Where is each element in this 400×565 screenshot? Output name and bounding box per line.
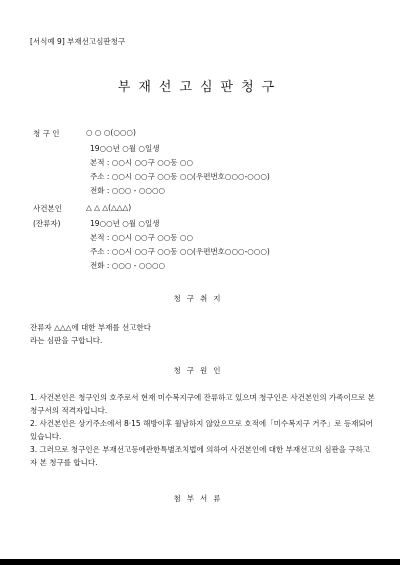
purpose-line-1: 잔류자 △△△에 대한 부재를 선고한다 bbox=[30, 323, 152, 332]
document-title: 부재선고심판청구 bbox=[117, 80, 283, 95]
purpose-line-2: 라는 심판을 구합니다. bbox=[30, 336, 103, 345]
claimant-phone: 전화 : ○○○ - ○○○○ bbox=[90, 186, 166, 195]
principal-birth: 19○○년 ○월 ○일생 bbox=[90, 219, 160, 228]
claimant-label: 청 구 인 bbox=[33, 129, 60, 138]
principal-registered: 본적 : ○○시 ○○구 ○○동 ○○ bbox=[90, 233, 194, 242]
purpose-heading: 청구취지 bbox=[173, 294, 227, 303]
claimant-address: 주소 : ○○시 ○○구 ○○동 ○○(우편번호○○○-○○○) bbox=[90, 172, 270, 181]
reason-paragraph-3: 3. 그러므로 청구인은 부재선고등에관한특별조치법에 의하여 사건본인에 대한 부재선고의 심판을 구하고자 본 청구를 합니다. bbox=[30, 445, 371, 467]
attachments-heading: 첨부서류 bbox=[173, 494, 227, 503]
principal-name: △ △ △(△△△) bbox=[86, 203, 132, 212]
principal-address: 주소 : ○○시 ○○구 ○○동 ○○(우편번호○○○-○○○) bbox=[90, 247, 270, 256]
principal-sublabel: (잔류자) bbox=[33, 219, 61, 228]
form-label: [서식예 9] 부재선고심판청구 bbox=[30, 37, 126, 46]
page-bottom-border bbox=[0, 559, 400, 565]
principal-label: 사건본인 bbox=[33, 204, 62, 213]
claimant-name: ○ ○ ○(○○○) bbox=[86, 128, 136, 137]
claimant-birth: 19○○년 ○월 ○일생 bbox=[90, 144, 160, 153]
reason-paragraph-1: 1. 사건본인은 청구인의 호주로서 현재 미수복지구에 잔류하고 있으며 청구인은 사건본인의 가족이므로 본 청구서의 적격자입니다. bbox=[30, 393, 375, 415]
principal-phone: 전화 : ○○○ - ○○○○ bbox=[90, 261, 166, 270]
reasons-heading: 청구원인 bbox=[173, 366, 227, 375]
reason-paragraph-2: 2. 사건본인은 상기주소에서 8·15 해방이후 월남하지 않았으므로 호적에「미수복지구 거주」로 등재되어 있습니다. bbox=[30, 419, 373, 441]
claimant-registered: 본적 : ○○시 ○○구 ○○동 ○○ bbox=[90, 158, 194, 167]
